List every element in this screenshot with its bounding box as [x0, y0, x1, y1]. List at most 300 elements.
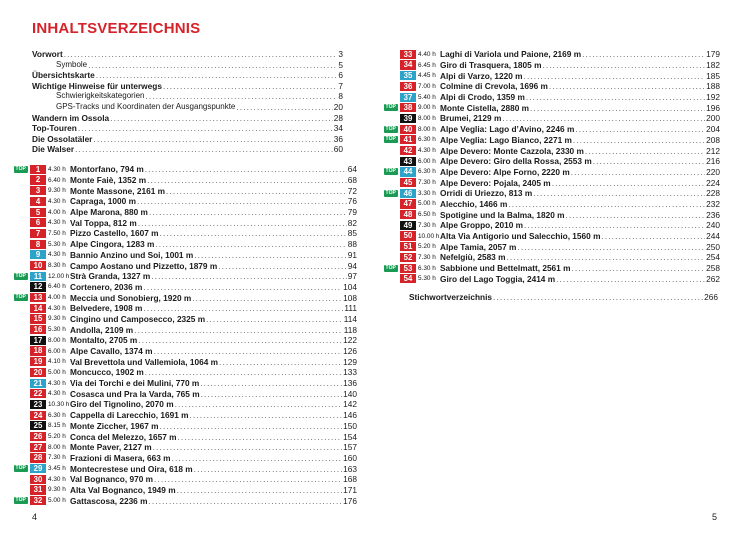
- tour-time: 10.00 h: [418, 232, 440, 240]
- leader-dots: [134, 325, 343, 335]
- tour-page: 140: [343, 388, 357, 399]
- tour-entry[interactable]: [384, 156, 720, 167]
- leader-dots: [93, 134, 332, 145]
- leader-dots: [194, 250, 347, 260]
- leader-dots: [148, 496, 342, 506]
- tour-number: 27: [30, 443, 46, 452]
- tour-entry[interactable]: [384, 177, 720, 188]
- tour-number: 21: [30, 379, 46, 388]
- tour-label: Capraga, 1000 m: [70, 196, 136, 207]
- tour-time: 5.40 h: [418, 93, 436, 101]
- tour-label: Monte Paver, 2127 m: [70, 442, 152, 453]
- tour-number: 51: [400, 242, 416, 251]
- tour-number: 23: [30, 400, 46, 409]
- tour-label: Cingino und Camposecco, 2325 m: [70, 313, 206, 324]
- top-slot: [384, 264, 400, 272]
- leader-dots: [177, 485, 343, 495]
- toc-entry-page: 28: [333, 112, 343, 123]
- tour-page: 94: [347, 260, 357, 271]
- tour-time: 7.30 h: [418, 179, 436, 187]
- leader-dots: [517, 242, 705, 252]
- tour-label: Orridi di Uriezzo, 813 m: [440, 188, 533, 199]
- tour-number: 39: [400, 114, 416, 123]
- tour-time: 9.30 h: [48, 315, 66, 323]
- tour-label: Laghi di Variola und Paione, 2169 m: [440, 49, 582, 60]
- leader-dots: [585, 146, 705, 156]
- tour-page: 224: [706, 177, 720, 188]
- tour-number: 11: [30, 272, 46, 281]
- tour-number: 12: [30, 282, 46, 291]
- toc-entry-label: Wandern im Ossola: [32, 112, 110, 123]
- tour-label: Monte Faiè, 1352 m: [70, 175, 147, 186]
- tour-label: Alpe Marona, 880 m: [70, 207, 148, 218]
- tour-label: Via dei Torchi e dei Mulini, 770 m: [70, 378, 200, 389]
- top-badge: TOP: [385, 136, 396, 143]
- tour-number: 10: [30, 261, 46, 270]
- top-badge: TOP: [15, 465, 26, 472]
- tour-page: 136: [343, 378, 357, 389]
- tour-number: 1: [30, 165, 46, 174]
- toc-entry[interactable]: [32, 70, 343, 81]
- tour-entry[interactable]: [14, 463, 357, 474]
- tour-number: 38: [400, 103, 416, 112]
- top-badge: TOP: [385, 189, 396, 196]
- tour-entry[interactable]: [384, 209, 720, 220]
- tour-entry[interactable]: [384, 92, 720, 103]
- tour-label: Giro del Tignolino, 2070 m: [70, 399, 174, 410]
- tour-label: Alpe Devero: Alpe Forno, 2220 m: [440, 166, 570, 177]
- tour-number: 46: [400, 189, 416, 198]
- tour-label: Pizzo Castello, 1607 m: [70, 228, 159, 239]
- tour-page: 254: [706, 252, 720, 263]
- top-slot: [14, 187, 30, 195]
- tour-entry[interactable]: [14, 410, 357, 421]
- leader-dots: [593, 156, 705, 166]
- tour-label: Montecrestese und Oira, 618 m: [70, 463, 193, 474]
- leader-dots: [175, 399, 343, 409]
- toc-entry-page: 36: [333, 133, 343, 144]
- top-slot: [14, 368, 30, 376]
- top-slot: [14, 422, 30, 430]
- tour-number: 53: [400, 264, 416, 273]
- tour-time: 4.30 h: [48, 475, 66, 483]
- leader-dots: [201, 389, 343, 399]
- leader-dots: [149, 207, 347, 217]
- tour-entry[interactable]: [14, 314, 357, 325]
- top-slot: [14, 465, 30, 473]
- tour-time: 5.30 h: [48, 240, 66, 248]
- top-slot: [14, 486, 30, 494]
- tour-label: Frazioni di Masera, 663 m: [70, 452, 171, 463]
- tour-entry[interactable]: [14, 228, 357, 239]
- leader-dots: [78, 123, 333, 134]
- tour-entry[interactable]: [384, 49, 720, 60]
- toc-entry-label: Vorwort: [32, 49, 63, 59]
- tour-page: 232: [706, 198, 720, 209]
- leader-dots: [143, 282, 342, 292]
- top-slot: [14, 315, 30, 323]
- tour-page: 204: [706, 124, 720, 135]
- toc-entry[interactable]: [32, 123, 343, 134]
- top-slot: [384, 168, 400, 176]
- tour-time: 4.30 h: [48, 197, 66, 205]
- tour-entry[interactable]: [14, 367, 357, 378]
- tour-entry[interactable]: [384, 220, 720, 231]
- leader-dots: [96, 70, 338, 81]
- toc-entry[interactable]: [32, 49, 343, 60]
- tour-entry[interactable]: [384, 60, 720, 71]
- toc-entry-page: 60: [333, 144, 343, 155]
- tour-page: 163: [343, 463, 357, 474]
- tour-number: 32: [30, 496, 46, 505]
- tour-number: 3: [30, 186, 46, 195]
- tour-page: 104: [343, 281, 357, 292]
- leader-dots: [137, 196, 347, 206]
- leader-dots: [542, 60, 705, 70]
- tour-number: 18: [30, 346, 46, 355]
- tour-entry[interactable]: [14, 207, 357, 218]
- tour-entry[interactable]: [384, 273, 720, 284]
- tour-page: 240: [706, 220, 720, 231]
- tour-time: 10.30 h: [48, 400, 70, 408]
- top-slot: [384, 221, 400, 229]
- tour-entry[interactable]: [384, 81, 720, 92]
- tour-time: 5.20 h: [48, 433, 66, 441]
- tour-page: 72: [347, 185, 357, 196]
- tour-number: 54: [400, 274, 416, 283]
- tour-page: 133: [343, 367, 357, 378]
- tour-page: 179: [706, 49, 720, 60]
- tour-label: Alta Via Antigorio und Salecchio, 1560 m: [440, 231, 601, 242]
- tour-time: 6.40 h: [48, 283, 66, 291]
- tour-page: 160: [343, 452, 357, 463]
- top-slot: [14, 400, 30, 408]
- tour-page: 114: [343, 313, 357, 324]
- tour-time: 8.00 h: [48, 336, 66, 344]
- tour-page: 168: [343, 474, 357, 485]
- tour-number: 36: [400, 82, 416, 91]
- tour-time: 6.00 h: [48, 347, 66, 355]
- tour-entry[interactable]: [384, 199, 720, 210]
- tour-label: Cosasca und Pra la Varda, 765 m: [70, 388, 200, 399]
- top-slot: [384, 82, 400, 90]
- top-slot: [14, 390, 30, 398]
- tour-time: 7.30 h: [418, 221, 436, 229]
- tour-entry[interactable]: [14, 260, 357, 271]
- tour-time: 6.50 h: [418, 211, 436, 219]
- tour-page: 185: [706, 70, 720, 81]
- leader-dots: [138, 335, 342, 345]
- toc-entry-label: Symbole: [56, 59, 88, 69]
- top-slot: [14, 454, 30, 462]
- tour-entry[interactable]: [384, 113, 720, 124]
- leader-dots: [160, 228, 347, 238]
- tour-label: Sabbione und Bettelmatt, 2561 m: [440, 263, 571, 274]
- tour-number: 40: [400, 125, 416, 134]
- tour-entry[interactable]: [14, 324, 357, 335]
- tour-label: Meccia und Sonobierg, 1920 m: [70, 292, 192, 303]
- tour-entry[interactable]: [14, 175, 357, 186]
- tour-number: 47: [400, 199, 416, 208]
- tour-label: Alecchio, 1466 m: [440, 198, 508, 209]
- top-slot: [14, 379, 30, 387]
- toc-entry[interactable]: [32, 113, 343, 124]
- tour-entry[interactable]: [14, 453, 357, 464]
- top-badge: TOP: [385, 264, 396, 271]
- tour-entry[interactable]: [384, 231, 720, 242]
- tour-time: 8.15 h: [48, 422, 66, 430]
- tour-entry[interactable]: [14, 217, 357, 228]
- leader-dots: [219, 357, 342, 367]
- tour-label: Alpe Veglia: Lago Bianco, 2271 m: [440, 134, 572, 145]
- tour-time: 5.00 h: [48, 497, 66, 505]
- tour-time: 7.30 h: [418, 253, 436, 261]
- tour-label: Spotigine und la Balma, 1820 m: [440, 209, 565, 220]
- tour-entry[interactable]: [14, 335, 357, 346]
- tour-page: 142: [343, 399, 357, 410]
- tour-entry[interactable]: [384, 70, 720, 81]
- leader-dots: [64, 49, 338, 60]
- tour-label: Val Brevettola und Vallemiola, 1064 m: [70, 356, 219, 367]
- tour-entry[interactable]: [14, 185, 357, 196]
- leader-dots: [143, 303, 343, 313]
- index-label: Stichwortverzeichnis: [409, 292, 492, 302]
- leader-dots: [524, 71, 706, 81]
- top-slot: [384, 72, 400, 80]
- tour-time: 4.00 h: [48, 208, 66, 216]
- tour-page: 64: [347, 164, 357, 175]
- tour-entry[interactable]: [14, 485, 357, 496]
- tour-page: 196: [706, 102, 720, 113]
- tour-page: 97: [347, 271, 357, 282]
- toc-entry[interactable]: [32, 102, 343, 113]
- toc-entry-label: Übersichtskarte: [32, 70, 95, 81]
- leader-dots: [533, 188, 705, 198]
- tour-label: Colmine di Crevola, 1696 m: [440, 81, 548, 92]
- top-badge: TOP: [15, 497, 26, 504]
- tour-entry[interactable]: [14, 271, 357, 282]
- top-badge: TOP: [15, 272, 26, 279]
- tour-label: Brumei, 2129 m: [440, 113, 502, 124]
- tour-time: 6.30 h: [418, 264, 436, 272]
- tour-page: 126: [343, 346, 357, 357]
- tour-entry[interactable]: [384, 252, 720, 263]
- tour-label: Gattascosa, 2236 m: [70, 495, 148, 506]
- top-slot: [384, 232, 400, 240]
- toc-entry-page: 5: [338, 59, 343, 70]
- tour-entry[interactable]: [14, 346, 357, 357]
- tour-number: 34: [400, 60, 416, 69]
- tour-page: 244: [706, 231, 720, 242]
- tour-entry[interactable]: [384, 188, 720, 199]
- tour-label: Cappella di Larecchio, 1691 m: [70, 410, 189, 421]
- tour-label: Alpe Devero: Monte Cazzola, 2330 m: [440, 145, 584, 156]
- tour-page: 150: [343, 420, 357, 431]
- top-slot: [14, 208, 30, 216]
- tour-page: 154: [343, 431, 357, 442]
- top-slot: [384, 50, 400, 58]
- tour-entry[interactable]: [384, 145, 720, 156]
- tour-time: 4.30 h: [48, 219, 66, 227]
- tour-entry[interactable]: [14, 442, 357, 453]
- top-slot: [14, 433, 30, 441]
- leader-dots: [166, 186, 347, 196]
- top-slot: [14, 262, 30, 270]
- tour-time: 4.30 h: [48, 165, 66, 173]
- top-slot: [14, 176, 30, 184]
- leader-dots: [601, 231, 705, 241]
- tour-entry[interactable]: [14, 303, 357, 314]
- tour-page: 182: [706, 60, 720, 71]
- tour-number: 33: [400, 50, 416, 59]
- top-slot: [384, 136, 400, 144]
- tour-label: Alpe Cingora, 1283 m: [70, 239, 155, 250]
- tour-entry[interactable]: [384, 135, 720, 146]
- leader-dots: [88, 60, 337, 71]
- leader-dots: [110, 113, 333, 124]
- tour-entry[interactable]: [14, 164, 357, 175]
- tour-label: Monte Ziccher, 1967 m: [70, 420, 159, 431]
- page-number-left: 4: [32, 512, 38, 522]
- tour-number: 13: [30, 293, 46, 302]
- leader-dots: [153, 442, 343, 452]
- top-slot: [384, 104, 400, 112]
- tour-number: 31: [30, 485, 46, 494]
- index-entry[interactable]: [409, 292, 718, 303]
- tour-page: 216: [706, 156, 720, 167]
- toc-entry-page: 34: [333, 123, 343, 134]
- toc-entry-page: 6: [338, 70, 343, 81]
- tour-entry[interactable]: [14, 292, 357, 303]
- tour-time: 6.45 h: [418, 61, 436, 69]
- tour-entry[interactable]: [14, 250, 357, 261]
- tour-label: Conca del Melezzo, 1657 m: [70, 431, 177, 442]
- tour-label: Montalto, 2705 m: [70, 335, 138, 346]
- tour-label: Strà Granda, 1327 m: [70, 271, 151, 282]
- top-slot: [14, 251, 30, 259]
- tour-number: 42: [400, 146, 416, 155]
- tour-number: 49: [400, 221, 416, 230]
- tour-entry[interactable]: [14, 421, 357, 432]
- toc-entry[interactable]: [32, 134, 343, 145]
- leader-dots: [154, 474, 342, 484]
- leader-dots: [145, 367, 342, 377]
- tour-entry[interactable]: [14, 196, 357, 207]
- tour-page: 88: [347, 239, 357, 250]
- leader-dots: [218, 261, 347, 271]
- leader-dots: [147, 175, 347, 185]
- tour-number: 22: [30, 389, 46, 398]
- tour-entry[interactable]: [14, 388, 357, 399]
- top-slot: [14, 304, 30, 312]
- top-slot: [384, 61, 400, 69]
- tour-time: 7.30 h: [48, 454, 66, 462]
- top-badge: TOP: [385, 125, 396, 132]
- tour-entry[interactable]: [14, 356, 357, 367]
- tour-time: 9.30 h: [48, 187, 66, 195]
- tour-time: 4.30 h: [418, 147, 436, 155]
- tour-label: Alta Val Bognanco, 1949 m: [70, 484, 176, 495]
- tour-list-left: [14, 164, 357, 506]
- tour-page: 208: [706, 134, 720, 145]
- top-slot: [384, 253, 400, 261]
- tour-time: 4.45 h: [418, 72, 436, 80]
- leader-dots: [160, 421, 343, 431]
- tour-page: 82: [347, 217, 357, 228]
- top-slot: [384, 114, 400, 122]
- top-slot: [384, 200, 400, 208]
- tour-label: Val Bognanco, 970 m: [70, 474, 153, 485]
- toc-entry[interactable]: [32, 91, 343, 102]
- leader-dots: [192, 293, 342, 303]
- tour-entry[interactable]: [14, 239, 357, 250]
- leader-dots: [154, 346, 343, 356]
- leader-dots: [549, 81, 705, 91]
- tour-time: 6.40 h: [48, 176, 66, 184]
- leader-dots: [575, 124, 705, 134]
- toc-entry-label: Top-Touren: [32, 123, 77, 134]
- leader-dots: [552, 178, 705, 188]
- tour-number: 20: [30, 368, 46, 377]
- tour-label: Alpe Cavallo, 1374 m: [70, 346, 153, 357]
- tour-entry[interactable]: [14, 282, 357, 293]
- top-slot: [384, 275, 400, 283]
- tour-entry[interactable]: [14, 431, 357, 442]
- tour-entry[interactable]: [384, 241, 720, 252]
- toc-entry[interactable]: [32, 81, 343, 92]
- tour-page: 228: [706, 188, 720, 199]
- toc-entry[interactable]: [32, 60, 343, 71]
- tour-entry[interactable]: [384, 102, 720, 113]
- tour-number: 7: [30, 229, 46, 238]
- tour-number: 9: [30, 250, 46, 259]
- leader-dots: [146, 91, 338, 102]
- index-page: 266: [704, 292, 718, 302]
- tour-label: Monte Massone, 2161 m: [70, 185, 165, 196]
- tour-number: 24: [30, 411, 46, 420]
- tour-page: 68: [347, 175, 357, 186]
- leader-dots: [508, 199, 705, 209]
- tour-entry[interactable]: [14, 474, 357, 485]
- leader-dots: [163, 81, 337, 92]
- tour-label: Alpe Tamia, 2057 m: [440, 241, 517, 252]
- toc-entry[interactable]: [32, 144, 343, 155]
- tour-label: Alpi di Crodo, 1359 m: [440, 92, 525, 103]
- tour-time: 5.30 h: [418, 275, 436, 283]
- tour-entry[interactable]: [14, 495, 357, 506]
- tour-page: 91: [347, 249, 357, 260]
- tour-page: 220: [706, 166, 720, 177]
- tour-entry[interactable]: [384, 263, 720, 274]
- top-badge: TOP: [15, 165, 26, 172]
- tour-time: 4.30 h: [48, 390, 66, 398]
- leader-dots: [573, 135, 705, 145]
- tour-label: Andolla, 2109 m: [70, 324, 134, 335]
- leader-dots: [566, 210, 706, 220]
- tour-time: 9.30 h: [48, 486, 66, 494]
- leader-dots: [502, 113, 705, 123]
- tour-entry[interactable]: [384, 124, 720, 135]
- leader-dots: [530, 103, 705, 113]
- tour-label: Nefelgiù, 2583 m: [440, 252, 506, 263]
- tour-entry[interactable]: [14, 399, 357, 410]
- tour-entry[interactable]: [384, 167, 720, 178]
- tour-number: 35: [400, 71, 416, 80]
- toc-entry-label: GPS-Tracks und Koordinaten der Ausgangspunkte: [56, 101, 236, 111]
- tour-entry[interactable]: [14, 378, 357, 389]
- tour-number: 48: [400, 210, 416, 219]
- toc-entry-label: Schwierigkeitskategorien: [56, 91, 145, 101]
